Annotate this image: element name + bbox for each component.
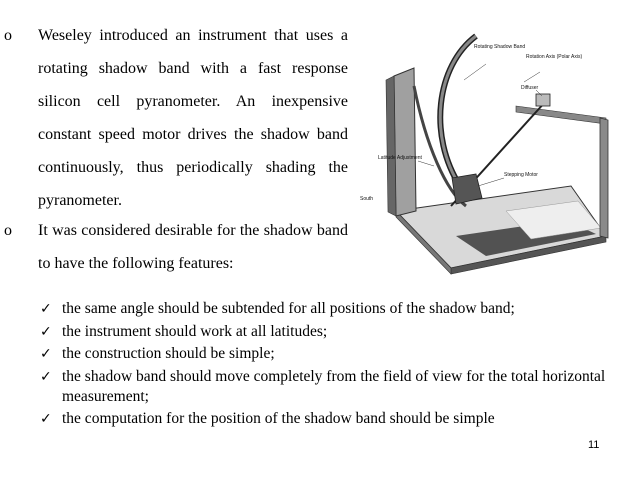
bullet-marker: o [4,222,12,239]
label-rotation-axis: Rotation Axis (Polar Axis) [526,54,583,60]
paragraph-weseley-instrument: Weseley introduced an instrument that uses a rotating shadow band with a fast response silicon cell pyranometer. An inexpensive constant speed motor drives the shadow band continuously, thus periodically shading the pyranometer. [38,27,348,209]
feature-text: the shadow band should move completely from the field of view for the total horizontal measurement; [62,367,606,405]
feature-text: the construction should be simple; [62,345,275,362]
check-icon: ✓ [40,301,52,317]
list-item [40,322,620,342]
list-item [40,299,620,319]
feature-text: the computation for the position of the shadow band should be simple [62,410,495,427]
check-icon: ✓ [40,323,52,340]
label-diffuser: Diffuser [521,85,539,91]
label-latitude-adjustment: Latitude Adjustment [378,155,422,161]
bullet-marker: o [4,27,12,44]
check-icon: ✓ [40,411,52,427]
feature-text: the instrument should work at all latitudes; [62,322,328,340]
paragraph-shadow-band-features: It was considered desirable for the shadow band to have the following features: [38,222,348,272]
check-icon: ✓ [40,368,52,385]
list-item [40,367,620,407]
label-south: South [360,196,374,202]
list-item [40,344,620,364]
feature-list [40,299,620,432]
feature-text: the same angle should be subtended for all positions of the shadow band; [62,300,515,317]
shadow-band-instrument-figure [356,6,614,278]
list-item [40,409,620,429]
label-rotating-shadow-band: Rotating Shadow Band [474,44,526,50]
check-icon: ✓ [40,346,52,362]
page-number: 11 [588,439,600,451]
label-stepping-motor: Stepping Motor [504,172,538,178]
